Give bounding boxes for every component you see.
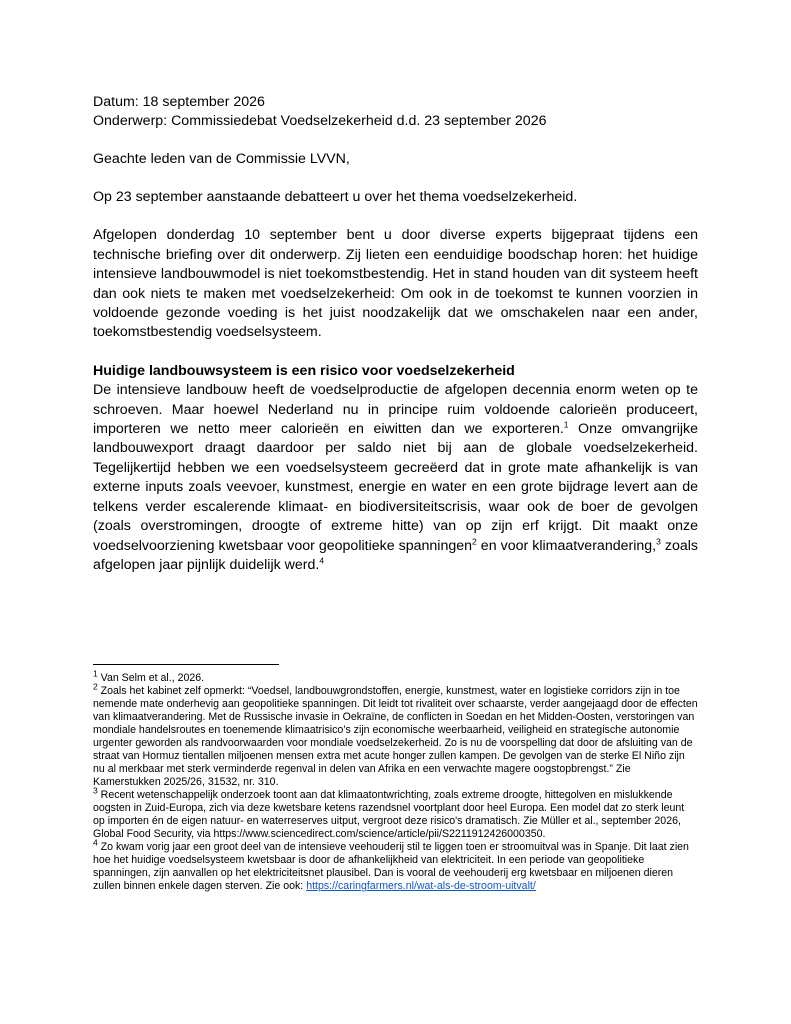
footnote-number: 1 <box>93 668 98 679</box>
footnote-text: Zoals het kabinet zelf opmerkt: “Voedsel, landbouwgrondstoffen, energie, kunstmest, water en logistieke corridors zijn in toe nemende mate onderhevig aan geopolitieke spanningen. Dit leidt tot rivaliteit over schaarste, verder aangejaagd door de effecten van klimaatverandering. Met de Russische invasie in Oekraïne, de conflicten in Soedan en het Midden-Oosten, verstoringen van mondiale handelsroutes en toenemende klimaatrisico’s zijn economische weerbaarheid, veiligheid en strategische autonomie urgenter geworden als randvoorwaarden voor mondiale voedselzekerheid. Zo is nu de voorspelling dat door de afsluiting van de straat van Hormuz tientallen miljoenen mensen extra met acute honger zullen kampen. De gevolgen van de sterke El Niño zijn nu al merkbaar met sterk verminderde regenval in delen van Afrika en een verwachte magere oogstopbrengst.” Zie Kamerstukken 2025/26, 31532, nr. 310. <box>93 685 698 788</box>
section-paragraph <box>93 381 698 575</box>
footnote-ref[interactable]: 1 <box>563 419 569 430</box>
footnote-text: Zo kwam vorig jaar een groot deel van de intensieve veehouderij stil te liggen toen er stroomuitval was in Spanje. Dit laat zien hoe het huidige voedselsysteem kwetsbaar is door de afhankelijkheid van elektriciteit. In een periode van geopolitieke spanningen, zijn aanvallen op het elektriciteitsnet plausibel. Dan is vooral de veehouderij erg kwetsbaar en miljoenen dieren zullen binnen enkele dagen sterven. Zie ook: <box>93 841 689 892</box>
footnote-number: 2 <box>93 681 98 692</box>
paragraph-briefing: Afgelopen donderdag 10 september bent u door diverse experts bijgepraat tijdens een technische briefing over dit onderwerp. Zij lieten een eenduidige boodschap horen: het huidige intensieve landbouwmodel is niet toekomstbestendig. Het in stand houden van dit systeem heeft dan ook niets te maken met voedselzekerheid: Om ook in de toekomst te kunnen voorzien in voldoende gezonde voeding is het juist noodzakelijk dat we omschakelen naar een ander, toekomstbestendig voedselsysteem. <box>93 227 698 341</box>
footnote-separator <box>93 664 279 665</box>
footnote-4 <box>93 837 698 893</box>
footnote-1 <box>93 668 698 685</box>
footnote-number: 4 <box>93 837 98 848</box>
footnote-text: Recent wetenschappelijk onderzoek toont aan dat klimaatontwrichting, zoals extreme droogte, hittegolven en mislukkende oogsten in Zuid-Europa, zich via deze kwetsbare ketens razendsnel voortplant door heel Europa. Een model dat zo sterk leunt op importen én de eigen natuur- en waterreserves uitput, vergroot deze risico's dramatisch. Zie Müller et al., september 2026, Global Food Security, via https://www.sciencedirect.com/science/article/pii/S2211912426000350. <box>93 789 685 840</box>
section-text-part: zoals afgelopen jaar pijnlijk duidelijk werd. <box>93 537 698 573</box>
footnotes <box>93 668 698 893</box>
section-heading: Huidige landbouwsysteem is een risico voor voedselzekerheid <box>93 362 515 379</box>
footnote-ref[interactable]: 3 <box>656 535 661 546</box>
footnote-2 <box>93 681 698 789</box>
paragraph-intro: Op 23 september aanstaande debatteert u over het thema voedselzekerheid. <box>93 189 578 205</box>
salutation: Geachte leden van de Commissie LVVN, <box>93 151 350 167</box>
footnote-number: 3 <box>93 785 98 796</box>
date-line: Datum: 18 september 2026 <box>93 94 265 110</box>
footnote-3 <box>93 785 698 841</box>
letter-body <box>93 93 698 575</box>
footnote-ref[interactable]: 2 <box>472 535 477 546</box>
section-text-part: De intensieve landbouw heeft de voedselproductie de afgelopen decennia enorm weten op te schroeven. Maar hoewel Nederland nu in principe ruim voldoende calorieën produceert, importeren we netto meer calorieën en eiwitten dan we exporteren. <box>93 382 698 438</box>
section-text-part: en voor klimaatverandering, <box>476 537 657 554</box>
section-text-part: Onze omvangrijke landbouwexport draagt daardoor per saldo niet bij aan de globale voedselzekerheid. Tegelijkertijd hebben we een voedselsysteem gecreëerd dat in grote mate afhankelijk is van externe inputs zoals veevoer, kunstmest, energie en water en een grote bijdrage levert aan de telkens verder escalerende klimaat- en biodiversiteitscrisis, waar ook de boer de gevolgen (zoals overstromingen, droogte of extreme hitte) van op zijn erf krijgt. Dit maakt onze voedselvoorziening kwetsbaar voor geopolitieke spanningen <box>93 421 699 554</box>
footnote-ref[interactable]: 4 <box>319 555 325 566</box>
subject-line: Onderwerp: Commissiedebat Voedselzekerheid d.d. 23 september 2026 <box>93 113 547 129</box>
footnote-link[interactable]: https://caringfarmers.nl/wat-als-de-stroom-uitvalt/ <box>306 880 536 892</box>
footnote-text: Van Selm et al., 2026. <box>97 672 205 684</box>
